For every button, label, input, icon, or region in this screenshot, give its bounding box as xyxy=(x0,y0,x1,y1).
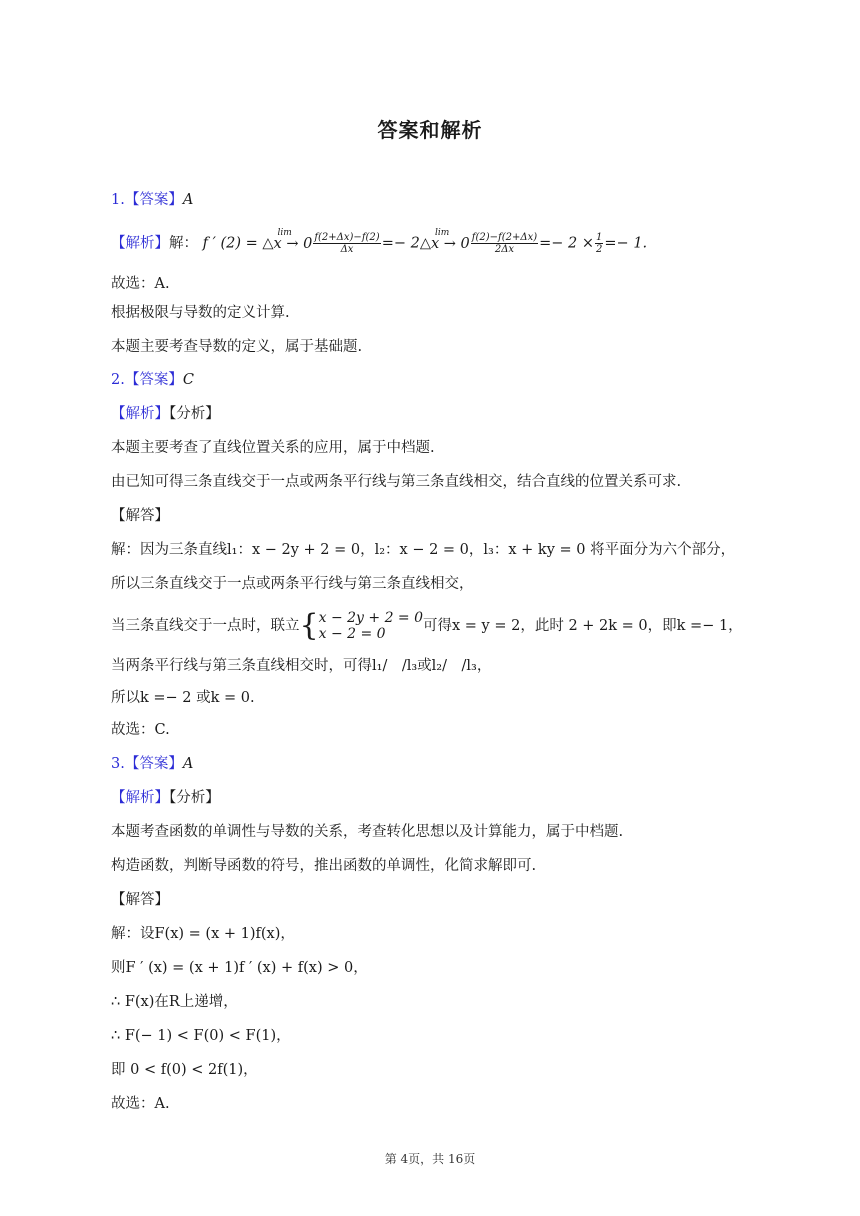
q1-frac2-num: f(2)−f(2+Δx) xyxy=(471,232,538,243)
q2-step4: 当两条平行线与第三条直线相交时，可得l₁/ /l₃或l₂/ /l₃， xyxy=(111,658,492,674)
q2-answer-tag: 【答案】 xyxy=(124,372,183,388)
q3-answer-line xyxy=(111,754,193,774)
q2-system-brace: { xyxy=(299,608,319,643)
q2-number: 2. xyxy=(111,372,125,388)
q1-arrow1: x → 0 xyxy=(273,235,313,252)
q1-answer-line xyxy=(111,190,193,210)
q2-approach: 由已知可得三条直线交于一点或两条平行线与第三条直线相交，结合直线的位置关系可求. xyxy=(111,474,682,490)
q1-arrow2: x → 0 xyxy=(430,235,470,252)
q3-analysis-tag: 【解析】 xyxy=(111,790,169,806)
q1-lim2-label: lim xyxy=(434,227,450,238)
q1-frac1-num: f(2+Δx)−f(2) xyxy=(314,232,380,243)
q2-summary: 本题主要考查了直线位置关系的应用，属于中档题. xyxy=(111,440,435,456)
q3-choose: 故选：A. xyxy=(111,1096,170,1112)
q2-system-bottom: x − 2 = 0 xyxy=(318,626,386,642)
q1-choose: 故选：A. xyxy=(111,276,170,292)
q3-jieda-tag: 【解答】 xyxy=(111,892,169,908)
q2-fenxi-tag: 【分析】 xyxy=(169,406,220,422)
q2-analysis-tag: 【解析】 xyxy=(111,406,169,422)
q1-note2: 本题主要考查导数的定义，属于基础题. xyxy=(111,339,363,355)
q1-analysis-line xyxy=(111,227,648,255)
q1-analysis-prefix: 解： xyxy=(169,235,198,252)
q1-tail-b: =− 1. xyxy=(604,235,648,252)
q1-note1: 根据极限与导数的定义计算. xyxy=(111,305,290,321)
q3-analysis-line xyxy=(111,788,220,808)
q3-step2: 则F ′ (x) = (x + 1)f ′ (x) + f(x) > 0， xyxy=(111,960,368,976)
q1-frac3-num: 1 xyxy=(596,232,603,243)
q1-frac2-den: 2Δx xyxy=(494,244,515,255)
q2-step3-a: 当三条直线交于一点时，联立 xyxy=(111,618,300,634)
q3-step3: ∴ F(x)在R上递增， xyxy=(111,994,238,1010)
q1-lim1 xyxy=(273,227,313,254)
q2-choose: 故选：C. xyxy=(111,722,170,738)
q1-frac2 xyxy=(471,232,538,255)
page-title: 答案和解析 xyxy=(377,118,483,142)
q1-analysis-tag: 【解析】 xyxy=(111,235,169,252)
q2-step3-b: 可得x = y = 2，此时 2 + 2k = 0，即k =− 1， xyxy=(423,618,743,634)
q2-step5: 所以k =− 2 或k = 0. xyxy=(111,690,255,706)
q1-lim1-label: lim xyxy=(277,227,292,238)
q2-step1: 解：因为三条直线l₁：x − 2y + 2 = 0，l₂：x − 2 = 0，l₃：x + ky = 0 将平面分为六个部分， xyxy=(111,542,736,558)
q2-system xyxy=(319,610,423,642)
q1-tail-a: =− 2 × xyxy=(539,235,595,252)
q2-step3 xyxy=(111,610,743,642)
q1-frac1-den: Δx xyxy=(340,244,354,255)
q3-approach: 构造函数，判断导函数的符号，推出函数的单调性，化简求解即可. xyxy=(111,858,537,874)
q3-answer-tag: 【答案】 xyxy=(124,756,183,772)
q2-system-top: x − 2y + 2 = 0 xyxy=(318,610,424,626)
q2-step2: 所以三条直线交于一点或两条平行线与第三条直线相交， xyxy=(111,576,474,592)
q3-answer: A xyxy=(182,756,194,772)
q2-jieda-tag: 【解答】 xyxy=(111,508,169,524)
q1-number: 1. xyxy=(111,192,125,208)
q1-frac1 xyxy=(313,232,380,255)
q3-fenxi-tag: 【分析】 xyxy=(169,790,220,806)
q2-analysis-line xyxy=(111,404,220,424)
q1-answer: A xyxy=(182,192,194,208)
q1-mid: =− 2△ xyxy=(381,235,431,252)
q1-frac3 xyxy=(595,232,603,255)
q2-answer: C xyxy=(182,372,194,388)
q1-lim2 xyxy=(430,227,470,254)
q3-number: 3. xyxy=(111,756,125,772)
page-footer: 第 4页，共 16页 xyxy=(384,1152,476,1166)
q3-step5: 即 0 < f(0) < 2f(1)， xyxy=(111,1062,258,1078)
q1-fprime: f ′ (2) = △ xyxy=(202,235,274,252)
q3-step4: ∴ F(− 1) < F(0) < F(1)， xyxy=(111,1028,291,1044)
q3-step1: 解：设F(x) = (x + 1)f(x)， xyxy=(111,926,295,942)
q3-summary: 本题考查函数的单调性与导数的关系，考查转化思想以及计算能力，属于中档题. xyxy=(111,824,624,840)
q1-frac3-den: 2 xyxy=(596,244,603,255)
q1-answer-tag: 【答案】 xyxy=(124,192,183,208)
q2-answer-line xyxy=(111,370,194,390)
